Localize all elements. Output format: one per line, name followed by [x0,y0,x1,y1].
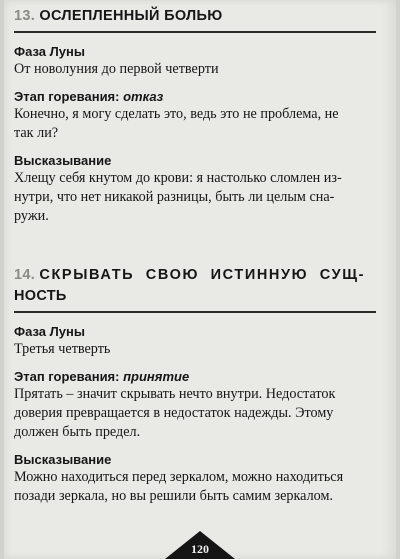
chapter-14-heading [14,265,376,286]
statement-label: Высказывание [14,153,112,168]
page-number-badge [165,531,235,559]
chapter-13-moon-phase [14,43,376,79]
grief-stage-label [14,368,376,385]
chapter-14-statement [14,451,376,506]
chapter-14-title-line: СКРЫВАТЬ СВОЮ ИСТИННУЮ СУЩ- [39,267,366,283]
grief-stage-label-text: Этап горевания: [14,89,120,104]
statement-line: нутри, что нет никакой разницы, быть ли целым сна- [14,189,335,205]
chapter-spacer [14,235,376,265]
statement-line: Можно находиться перед зеркалом, можно находиться [14,469,344,485]
chapter-14-header [14,265,376,313]
grief-stage-line: Прятать – значит скрывать нечто внутри. Недостаток [14,386,336,402]
page-number: 120 [191,542,209,556]
moon-phase-value: От новолуния до первой четверти [14,61,219,77]
page-content [14,6,376,515]
chapter-14-grief-stage [14,368,376,442]
statement-line: Хлещу себя кнутом до крови: я настолько сломлен из- [14,170,342,186]
grief-stage-label [14,88,376,105]
chapter-14-moon-phase [14,323,376,359]
chapter-14-number: 14. [14,267,36,283]
chapter-13-header [14,6,376,33]
chapter-13-heading [14,6,376,27]
chapter-13-statement [14,152,376,226]
chapter-14-title-line: НОСТЬ [14,288,67,304]
grief-stage-name: отказ [123,89,164,104]
statement-label: Высказывание [14,452,112,467]
moon-phase-label: Фаза Луны [14,324,85,339]
chapter-13-number: 13. [14,8,36,24]
grief-stage-label-text: Этап горевания: [14,369,120,384]
chapter-13-grief-stage [14,88,376,143]
moon-phase-label: Фаза Луны [14,44,85,59]
grief-stage-line: должен быть предел. [14,424,141,440]
grief-stage-line: Конечно, я могу сделать это, ведь это не проблема, не [14,106,339,122]
grief-stage-line: так ли? [14,125,59,141]
grief-stage-name: принятие [123,369,190,384]
grief-stage-line: доверия превращается в недостаток надежды. Этому [14,405,334,421]
statement-line: позади зеркала, но вы решили быть самим зеркалом. [14,488,334,504]
moon-phase-value: Третья четверть [14,341,111,357]
chapter-13-title: ОСЛЕПЛЕННЫЙ БОЛЬЮ [39,8,223,24]
book-page [4,0,396,559]
statement-line: ружи. [14,208,49,224]
chapter-14-heading-continued [14,286,376,307]
